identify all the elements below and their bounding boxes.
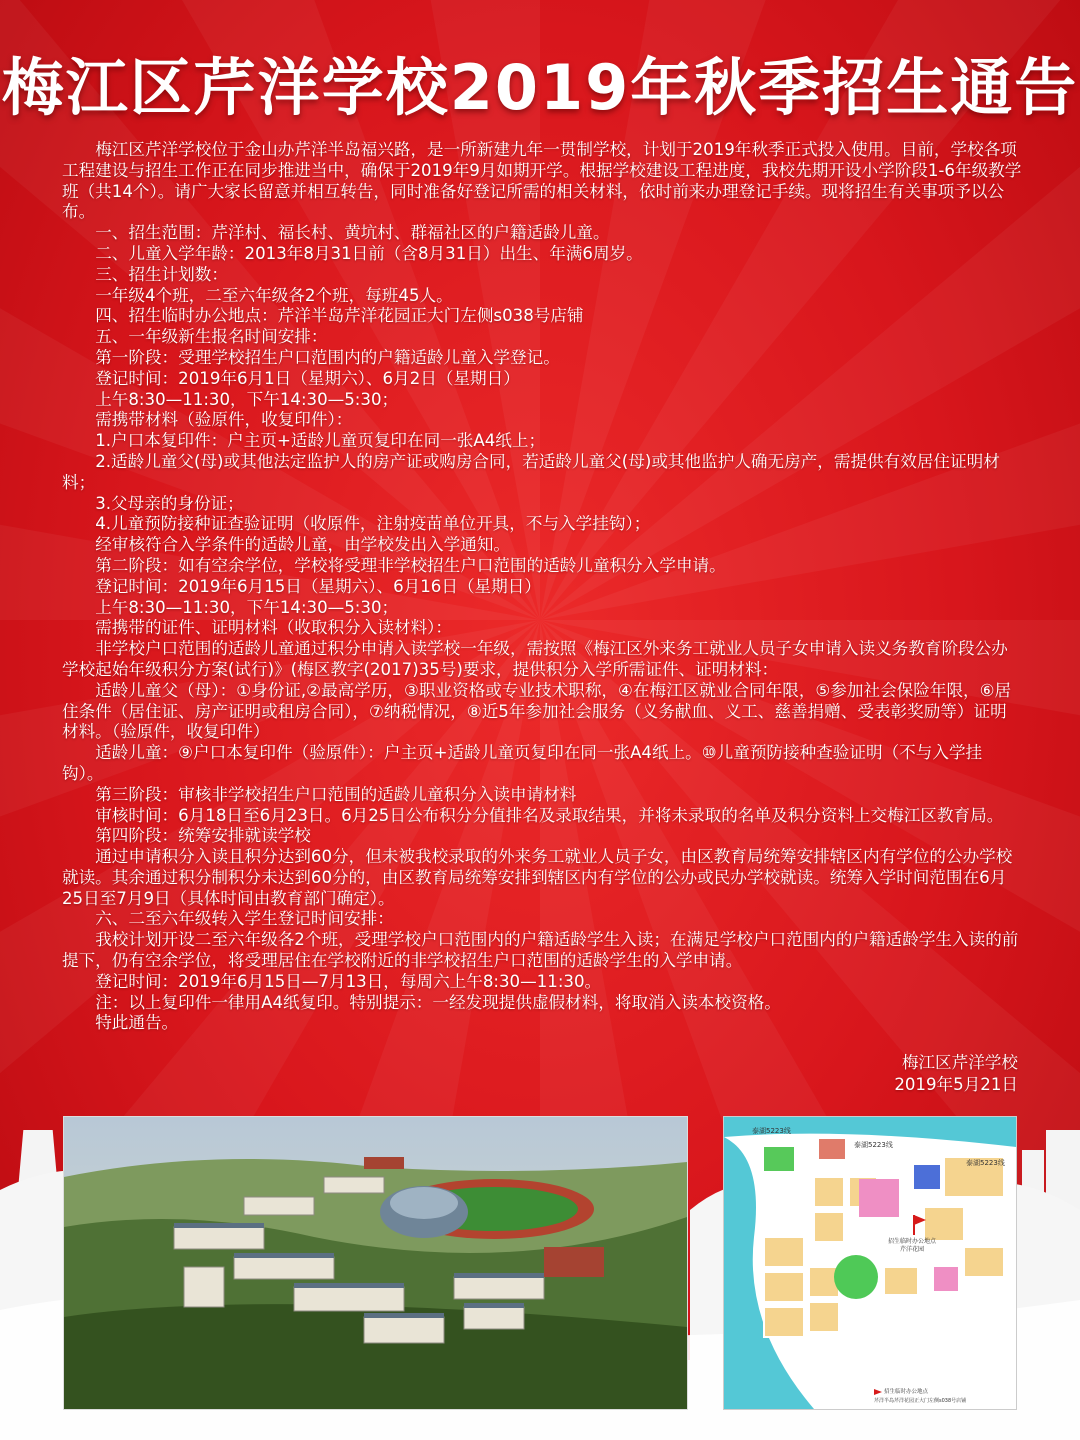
stage-2-hours: 上午8:30—11:30，下午14:30—5:30；	[95, 597, 399, 617]
stage-2: 第二阶段：如有空余学位，学校将受理非学校招生户口范围的适龄儿童积分入学申请。	[95, 555, 726, 575]
map-garden-label: 芹洋花园	[900, 1246, 925, 1253]
parent-materials: 适龄儿童父（母）：①身份证,②最高学历，③职业资格或专业技术职称，④在梅江区就业合同年限，⑤参加社会保险年限，⑥居住条件（居住证、房产证明或租房合同），⑦纳税情况，⑧近5年参加社会服务（义务献血、义工、慈善捐赠、受表彰奖励等）证明材料。（验原件，收复印件）	[62, 680, 1012, 742]
section-6-detail: 我校计划开设二至六年级各2个班，受理学校户口范围内的户籍适龄学生入读；在满足学校户口范围内的户籍适龄学生入读的前提下，仍有空余学位，将受理居住在学校附近的非学校招生户口范围的适龄学生的入学申请。	[62, 930, 1019, 971]
section-6-date: 登记时间：2019年6月15日—7月13日，每周六上午8:30—11:30。	[95, 971, 602, 991]
signature-date: 2019年5月21日	[894, 1075, 1018, 1094]
stage-1-date: 登记时间：2019年6月1日（星期六）、6月2日（星期日）	[95, 368, 520, 388]
stage-3-review: 审核时间：6月18日至6月23日。6月25日公布积分分值排名及录取结果，并将未录取的名单及积分资料上交梅江区教育局。	[95, 805, 1004, 825]
intro-paragraph: 梅江区芹洋学校位于金山办芹洋半岛福兴路，是一所新建九年一贯制学校，计划于2019年秋季正式投入使用。目前，学校各项工程建设与招生工作正在同步推进当中，确保于2019年9月如期开学。根据学校建设工程进度，我校先期开设小学阶段1-6年级教学班（共14个）。请广大家长留意并相互转告，同时准备好登记所需的相关材料，依时前来办理登记手续。现将招生有关事项予以公布。	[62, 140, 1022, 222]
stage-1-notice: 经审核符合入学条件的适龄儿童，由学校发出入学通知。	[95, 535, 511, 555]
map-road-label-2: 泰湖5223线	[854, 1141, 893, 1149]
page-title: 梅江区芹洋学校2019年秋季招生通告	[1, 51, 1079, 124]
section-1: 一、招生范围：芹洋村、福长村、黄坑村、群福社区的户籍适龄儿童。	[95, 223, 610, 243]
stage-1-materials: 需携带材料（验原件，收复印件）：	[95, 410, 353, 430]
map-office-label: 招生临时办公地点	[888, 1238, 937, 1245]
plan-detail: 一年级4个班，二至六年级各2个班，每班45人。	[95, 285, 453, 305]
legend-title: 招生临时办公地点	[884, 1389, 929, 1395]
stage-4: 第四阶段：统筹安排就读学校	[95, 826, 311, 846]
stage-1-hours: 上午8:30—11:30，下午14:30—5:30；	[95, 389, 399, 409]
stage-3: 第三阶段：审核非学校招生户口范围的适龄儿童积分入读申请材料	[95, 784, 577, 804]
material-1: 1.户口本复印件：户主页+适龄儿童页复印在同一张A4纸上；	[95, 431, 546, 451]
section-6: 六、二至六年级转入学生登记时间安排：	[95, 909, 394, 929]
section-3: 三、招生计划数：	[95, 264, 228, 284]
notice-body	[62, 140, 1022, 1034]
material-4: 4.儿童预防接种证查验证明（收原件，注射疫苗单位开具，不与入学挂钩）；	[95, 514, 651, 534]
map-road-label-1: 泰湖5223线	[752, 1127, 791, 1135]
material-2: 2.适龄儿童父(母)或其他法定监护人的房产证或购房合同，若适龄儿童父(母)或其他监护人确无房产，需提供有效居住证明材料；	[62, 451, 1000, 492]
stage-4-detail: 通过申请积分入读且积分达到60分，但未被我校录取的外来务工就业人员子女，由区教育局统筹安排辖区内有学位的公办学校就读。其余通过积分制积分未达到60分的，由区教育局统筹安排到辖区内有学位的公办或民办学校就读。统筹入学时间范围在6月25日至7月9日（具体时间由教育部门确定）。	[62, 847, 1013, 908]
closing: 特此通告。	[95, 1013, 179, 1033]
campus-rendering-image	[63, 1116, 688, 1410]
stage-1: 第一阶段：受理学校招生户口范围内的户籍适龄儿童入学登记。	[95, 347, 560, 367]
section-5: 五、一年级新生报名时间安排：	[95, 327, 328, 347]
stage-2-requirement: 非学校户口范围的适龄儿童通过积分申请入读学校一年级，需按照《梅江区外来务工就业人员子女申请入读义务教育阶段公办学校起始年级积分方案(试行)》(梅区教字(2017)35号)要求，提供积分入学所需证件、证明材料：	[62, 639, 1008, 679]
signature-block	[894, 1052, 1018, 1096]
section-4: 四、招生临时办公地点：芹洋半岛芹洋花园正大门左侧s038号店铺	[95, 306, 584, 326]
map-road-label-3: 泰湖5223线	[966, 1159, 1005, 1167]
location-map	[723, 1116, 1017, 1410]
note: 注：以上复印件一律用A4纸复印。特别提示：一经发现提供虚假材料，将取消入读本校资格。	[95, 992, 781, 1012]
legend-detail: 芹洋半岛芹洋花园正大门左侧s038号店铺	[874, 1398, 967, 1404]
section-2: 二、儿童入学年龄：2013年8月31日前（含8月31日）出生、年满6周岁。	[95, 243, 643, 263]
stage-2-materials: 需携带的证件、证明材料（收取积分入读材料）：	[95, 618, 452, 638]
signature-school: 梅江区芹洋学校	[901, 1053, 1018, 1072]
child-materials: 适龄儿童：⑨户口本复印件（验原件）：户主页+适龄儿童页复印在同一张A4纸上。⑩儿童预防接种查验证明（不与入学挂钩）。	[62, 743, 983, 783]
material-3: 3.父母亲的身份证；	[95, 493, 244, 513]
stage-2-date: 登记时间：2019年6月15日（星期六）、6月16日（星期日）	[95, 576, 541, 596]
